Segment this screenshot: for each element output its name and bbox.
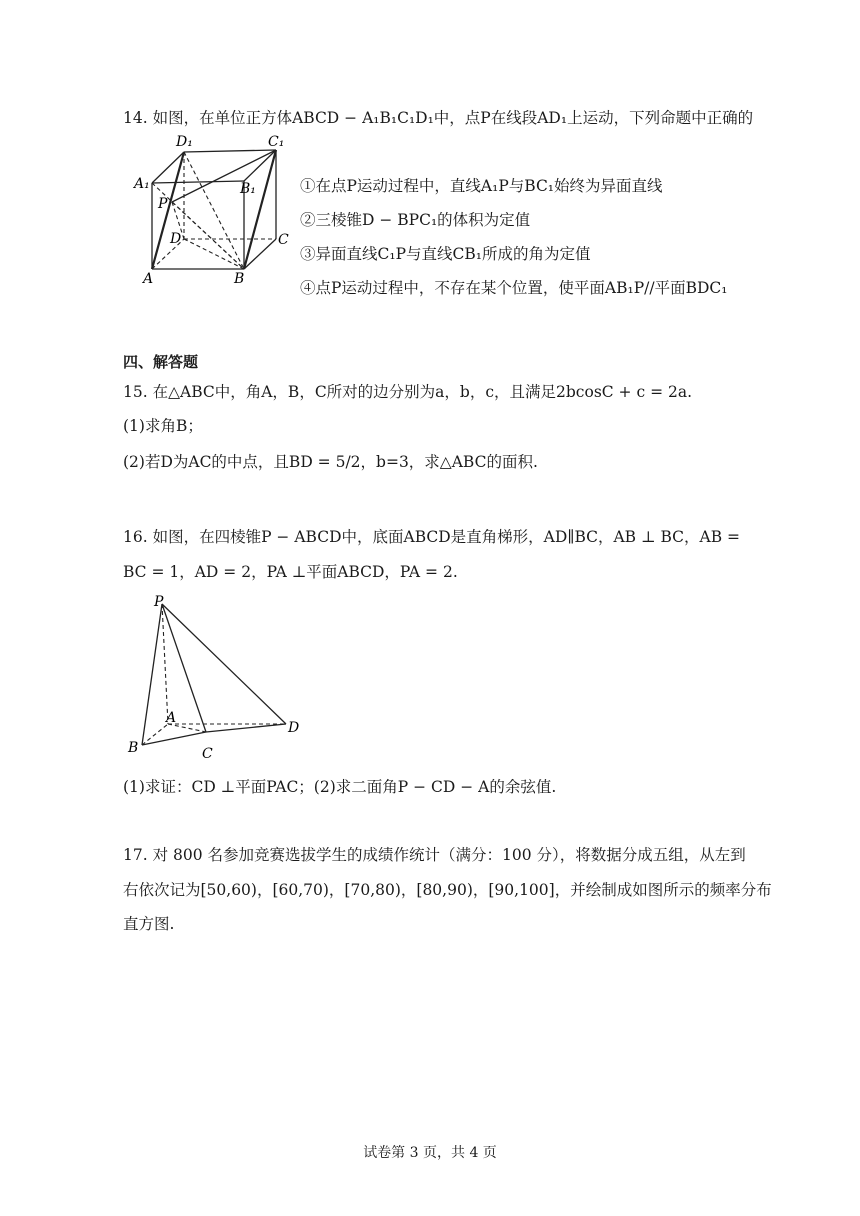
label-d: D <box>170 231 182 247</box>
label-a1: A₁ <box>134 176 150 192</box>
q17-line3: 直方图. <box>123 915 175 933</box>
q15-part1: (1)求角B； <box>123 417 203 435</box>
q14-option-1: ①在点P运动过程中，直线A₁P与BC₁始终为异面直线 <box>300 177 663 195</box>
q16-stem-line2: BC = 1，AD = 2，PA ⊥平面ABCD，PA = 2. <box>123 563 458 581</box>
label-b1: B₁ <box>240 181 256 197</box>
label-d: D <box>288 720 300 736</box>
label-d1: D₁ <box>176 134 193 150</box>
label-a: A <box>166 710 177 726</box>
label-c1: C₁ <box>268 134 285 150</box>
q14-option-3: ③异面直线C₁P与直线CB₁所成的角为定值 <box>300 245 591 263</box>
page-footer: 试卷第 3 页，共 4 页 <box>363 1145 497 1161</box>
label-b: B <box>128 740 139 756</box>
q14-stem: 14. 如图，在单位正方体ABCD − A₁B₁C₁D₁中，点P在线段AD₁上运动，下列命题中正确的 <box>123 109 754 127</box>
q16-pyramid-figure <box>122 590 312 774</box>
q15-part2: (2)若D为AC的中点，且BD = 5/2，b=3，求△ABC的面积. <box>123 453 538 471</box>
q16-stem-line1: 16. 如图，在四棱锥P − ABCD中，底面ABCD是直角梯形，AD∥BC，AB ⊥ BC，AB = <box>123 528 741 546</box>
q14-option-2: ②三棱锥D − BPC₁的体积为定值 <box>300 211 531 229</box>
q15-stem: 15. 在△ABC中，角A，B，C所对的边分别为a，b，c，且满足2bcosC + c = 2a. <box>123 383 693 401</box>
q14-option-4: ④点P运动过程中，不存在某个位置，使平面AB₁P//平面BDC₁ <box>300 279 728 297</box>
label-c: C <box>202 746 213 762</box>
label-p: P <box>154 594 164 610</box>
label-p: P <box>158 196 168 212</box>
label-a: A <box>143 271 154 287</box>
q16-parts: (1)求证：CD ⊥平面PAC；(2)求二面角P − CD − A的余弦值. <box>123 778 557 796</box>
q17-line2: 右依次记为[50,60)，[60,70)，[70,80)，[80,90)，[90,100]，并绘制成如图所示的频率分布 <box>123 881 772 899</box>
q14-cube-figure <box>128 132 298 292</box>
section-heading: 四、解答题 <box>123 353 199 371</box>
label-c: C <box>278 232 289 248</box>
q17-line1: 17. 对 800 名参加竞赛选拔学生的成绩作统计（满分：100 分），将数据分成五组，从左到 <box>123 846 746 864</box>
label-b: B <box>234 271 245 287</box>
